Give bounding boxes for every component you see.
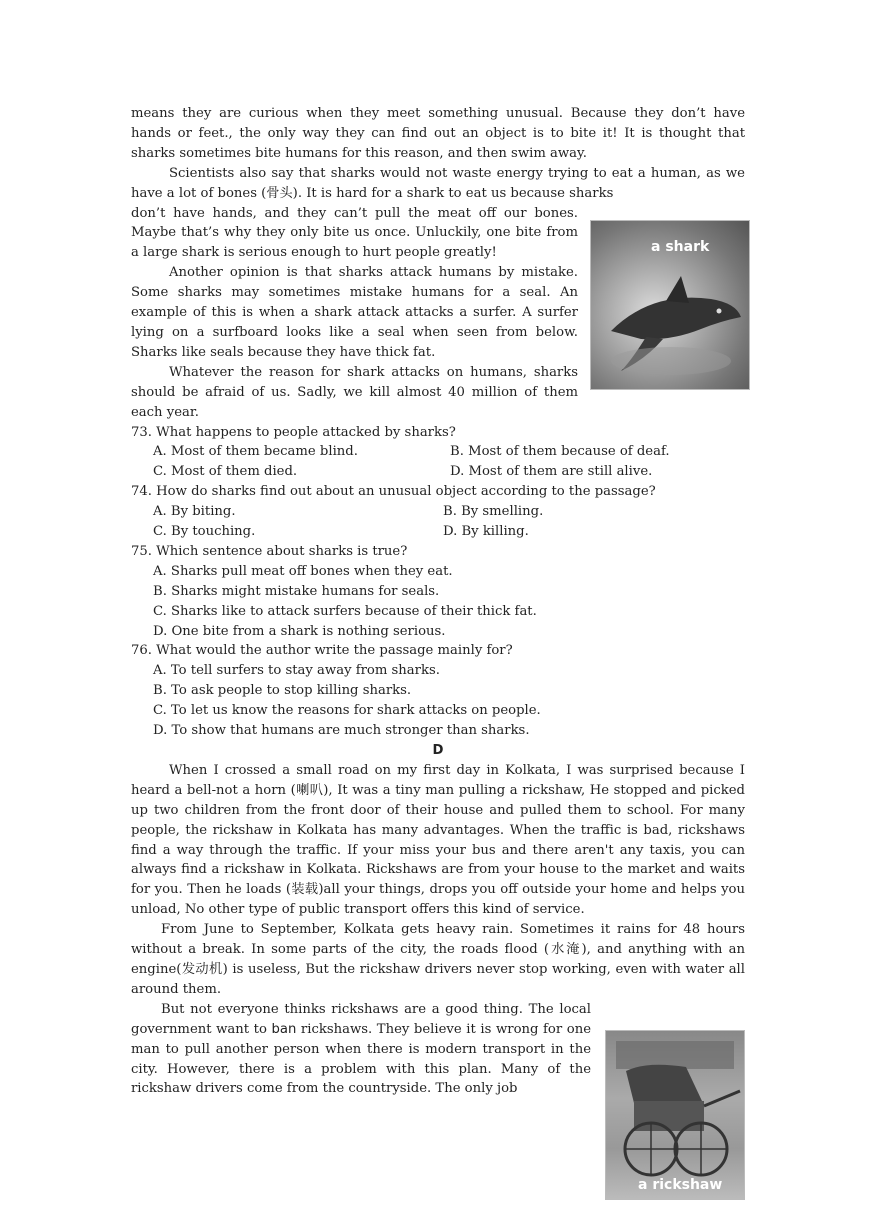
passage-d-paragraph-2: From June to September, Kolkata gets heavy rain. Sometimes it rains for 48 hours without a break. In some parts of the city, the roads flood (水淹), and anything with an engine(发动机) is useless, But the rickshaw drivers never stop working, even with water all around them. (131, 922, 745, 997)
passage-d-paragraph-3 (131, 1000, 591, 1100)
rickshaw-image-label: a rickshaw (638, 1177, 723, 1193)
rickshaw-image (605, 1030, 745, 1200)
option-c: C. Sharks like to attack surfers because of their thick fat. (153, 603, 537, 619)
keyword-ban: ban (271, 1021, 297, 1037)
option-d: D. By killing. (443, 524, 529, 540)
option-a: A. Sharks pull meat off bones when they eat. (153, 563, 453, 579)
question-stem: 75. Which sentence about sharks is true? (131, 543, 408, 559)
passage-c-paragraph-2a: Scientists also say that sharks would not waste energy trying to eat a human, as we have a lot of bones (骨头). It is hard for a shark to eat us because sharks (131, 165, 745, 201)
rickshaw-icon (606, 1031, 744, 1199)
option-d: D. To show that humans are much stronger than sharks. (153, 723, 530, 739)
option-b: B. Most of them because of deaf. (450, 444, 670, 460)
paragraph-text-after: rickshaws. They believe it is wrong for one man to pull another person when there is modern transport in the city. However, there is a problem with this plan. Many of the rickshaw drivers come from the countryside. The only job (131, 1021, 591, 1097)
option-a: A. By biting. (153, 504, 236, 520)
option-b: B. Sharks might mistake humans for seals. (153, 583, 440, 599)
shark-image (590, 220, 750, 390)
question-74 (131, 482, 745, 542)
question-stem: 76. What would the author write the passage mainly for? (131, 643, 513, 659)
paragraph-text-before: But not everyone thinks rickshaws are a good thing. The local government want to (131, 1001, 591, 1037)
section-heading-d: D (432, 743, 444, 758)
question-76 (131, 641, 745, 741)
option-b: B. By smelling. (443, 504, 544, 520)
option-b: B. To ask people to stop killing sharks. (153, 683, 412, 699)
option-d: D. One bite from a shark is nothing serious. (153, 623, 446, 639)
question-stem: 73. What happens to people attacked by sharks? (131, 424, 456, 440)
option-c: C. To let us know the reasons for shark attacks on people. (153, 703, 541, 719)
passage-c-paragraph-2b: don’t have hands, and they can’t pull the meat off our bones. Maybe that’s why they only bite us once. Unluckily, one bite from a large shark is serious enough to hurt people greatly! (131, 205, 578, 261)
passage-c-paragraph-4: Whatever the reason for shark attacks on humans, sharks should be afraid of us. Sadly, we kill almost 40 million of them each year. (131, 364, 578, 420)
passage-d-paragraph-1: When I crossed a small road on my first day in Kolkata, I was surprised because I heard a bell-not a horn (喇叭), It was a tiny man pulling a rickshaw, He stopped and picked up two children from the front door of their house and pulled them to school. For many people, the rickshaw in Kolkata has many advantages. When the traffic is bad, rickshaws find a way through the traffic. If your miss your bus and there aren't any taxis, you can always find a rickshaw in Kolkata. Rickshaws are from your house to the market and waits for you. Then he loads (装载)all your things, drops you off outside your home and helps you unload, No other type of public transport offers this kind of service. (131, 762, 745, 918)
question-stem: 74. How do sharks find out about an unusual object according to the passage? (131, 484, 656, 500)
passage-c-paragraph-1: means they are curious when they meet something unusual. Because they don’t have hands or feet., the only way they can find out an object is to bite it! It is thought that sharks sometimes bite humans for this reason, and then swim away. (131, 106, 745, 161)
question-75 (131, 542, 745, 642)
option-a: A. Most of them became blind. (153, 444, 358, 460)
shark-image-label: a shark (651, 239, 710, 255)
option-c: C. Most of them died. (153, 464, 298, 480)
option-d: D. Most of them are still alive. (450, 464, 653, 480)
option-a: A. To tell surfers to stay away from sharks. (153, 663, 440, 679)
passage-c-paragraph-3: Another opinion is that sharks attack humans by mistake. Some sharks may sometimes mistake humans for a seal. An example of this is when a shark attack attacks a surfer. A surfer lying on a surfboard looks like a seal when seen from below. Sharks like seals because they have thick fat. (131, 265, 578, 360)
option-c: C. By touching. (153, 524, 256, 540)
question-73 (131, 423, 745, 483)
